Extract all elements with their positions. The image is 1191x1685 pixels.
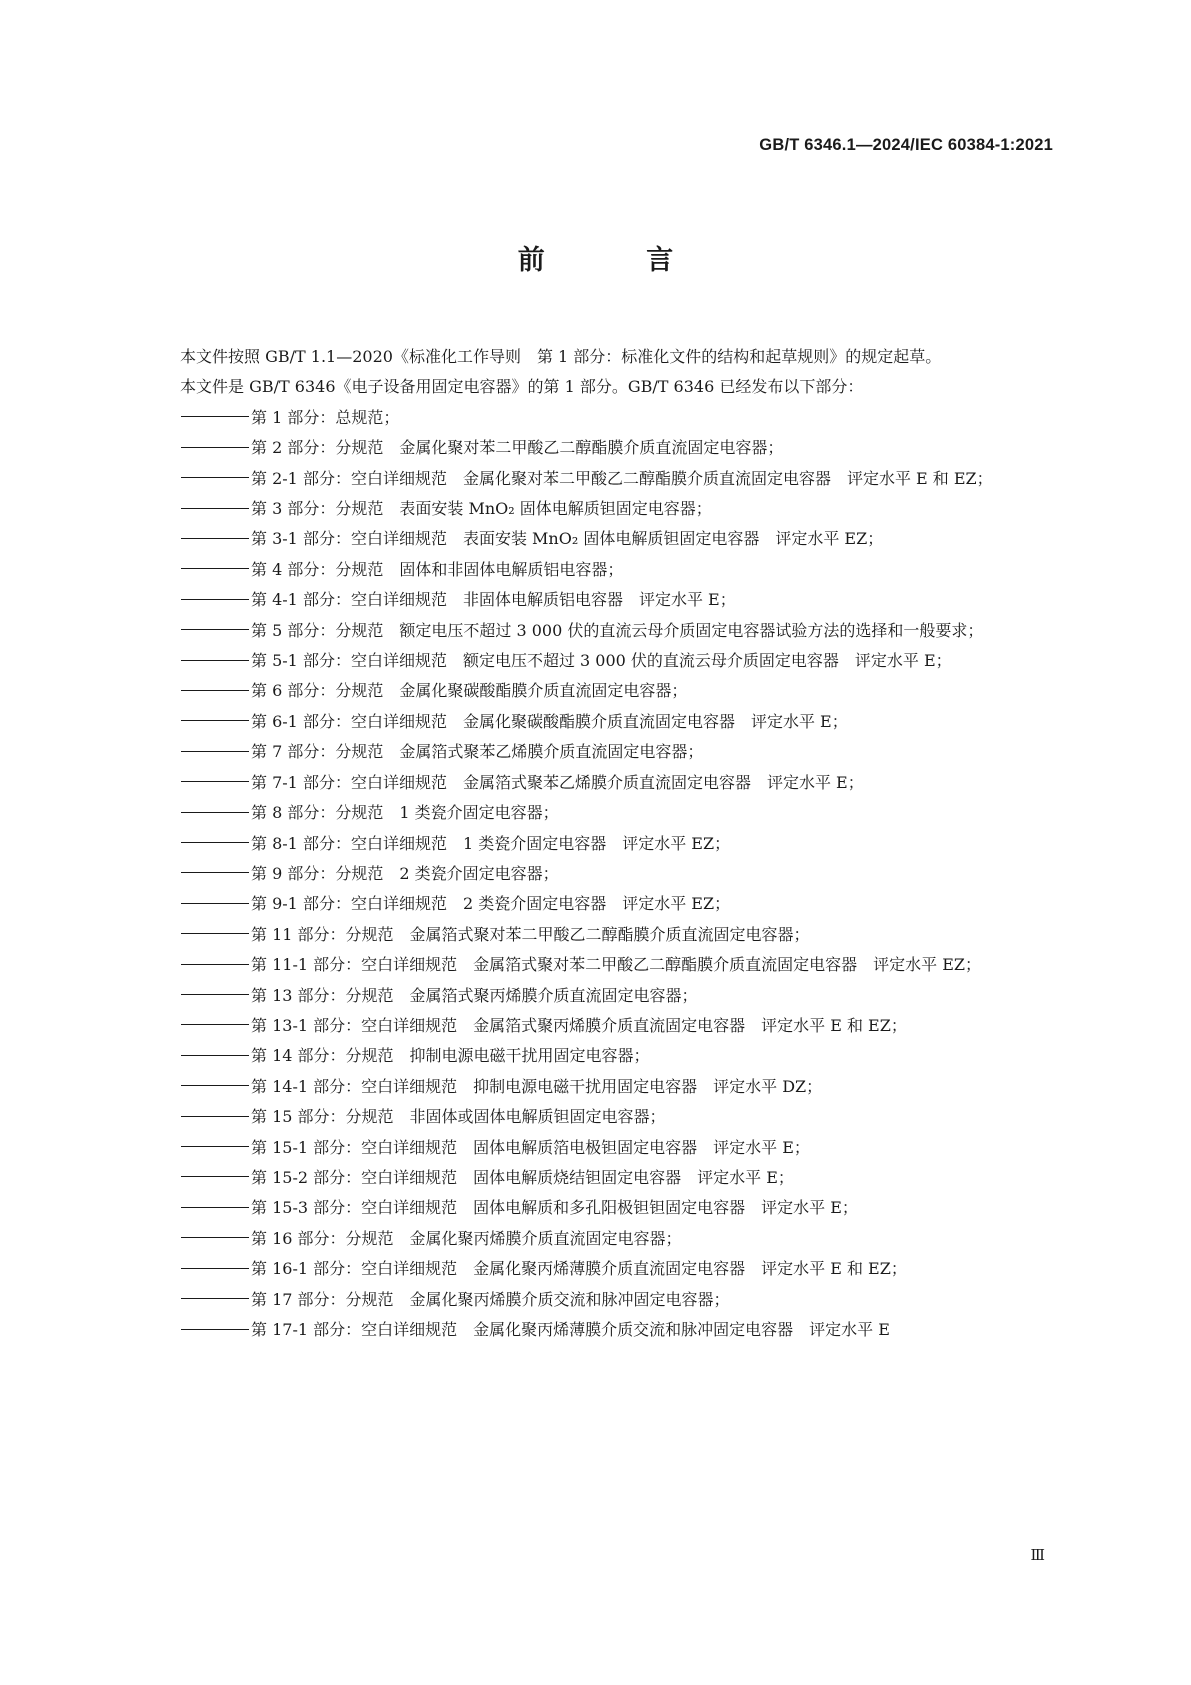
list-item [143,524,1056,554]
em-dash-bullet [181,933,249,935]
list-item [143,798,1056,828]
list-item-text: 第 7-1 部分：空白详细规范 金属箔式聚苯乙烯膜介质直流固定电容器 评定水平 E； [251,772,864,792]
list-item-text: 第 6 部分：分规范 金属化聚碳酸酯膜介质直流固定电容器； [251,681,688,701]
em-dash-bullet [181,1085,249,1087]
list-item-text: 第 4-1 部分：空白详细规范 非固体电解质铝电容器 评定水平 E； [251,590,736,610]
list-item-text: 第 9-1 部分：空白详细规范 2 类瓷介固定电容器 评定水平 EZ； [251,894,731,914]
list-item [143,859,1056,889]
paragraph-drafting-rules: 本文件按照 GB/T 1.1—2020《标准化工作导则 第 1 部分：标准化文件的结构和起草规则》的规定起草。 [180,347,942,366]
list-item [143,1011,1056,1041]
em-dash-bullet [181,994,249,996]
list-item-text: 第 17 部分：分规范 金属化聚丙烯膜介质交流和脉冲固定电容器； [251,1289,730,1309]
list-item-text: 第 3 部分：分规范 表面安装 MnO₂ 固体电解质钽固定电容器； [251,499,712,519]
em-dash-bullet [181,842,249,844]
list-item-text: 第 13 部分：分规范 金属箔式聚丙烯膜介质直流固定电容器； [251,985,698,1005]
em-dash-bullet [181,1176,249,1178]
em-dash-bullet [181,1329,249,1331]
em-dash-bullet [181,751,249,753]
em-dash-bullet [181,690,249,692]
list-item [143,1102,1056,1132]
list-item [143,1041,1056,1071]
em-dash-bullet [181,1055,249,1057]
em-dash-bullet [181,812,249,814]
list-item-text: 第 4 部分：分规范 固体和非固体电解质铝电容器； [251,559,624,579]
list-item-text: 第 15-3 部分：空白详细规范 固体电解质和多孔阳极钽钽固定电容器 评定水平 E； [251,1198,858,1218]
list-item [143,889,1056,919]
em-dash-bullet [181,1024,249,1026]
list-item [143,494,1056,524]
list-item-text: 第 7 部分：分规范 金属箔式聚苯乙烯膜介质直流固定电容器； [251,742,704,762]
list-item [143,1224,1056,1254]
parts-list [143,403,1056,1346]
list-item-text: 第 11 部分：分规范 金属箔式聚对苯二甲酸乙二醇酯膜介质直流固定电容器； [251,924,810,944]
page-title: 前 言 [517,245,720,276]
em-dash-bullet [181,903,249,905]
list-item [143,403,1056,433]
list-item-text: 第 2 部分：分规范 金属化聚对苯二甲酸乙二醇酯膜介质直流固定电容器； [251,438,784,458]
list-item-text: 第 2-1 部分：空白详细规范 金属化聚对苯二甲酸乙二醇酯膜介质直流固定电容器 评定水平 E 和 EZ； [251,468,993,488]
list-item [143,1285,1056,1315]
list-item-text: 第 9 部分：分规范 2 类瓷介固定电容器； [251,863,559,883]
list-item-text: 第 15 部分：分规范 非固体或固体电解质钽固定电容器； [251,1107,666,1127]
list-item [143,768,1056,798]
list-item-text: 第 11-1 部分：空白详细规范 金属箔式聚对苯二甲酸乙二醇酯膜介质直流固定电容器 评定水平 EZ； [251,955,982,975]
em-dash-bullet [181,872,249,874]
em-dash-bullet [181,629,249,631]
em-dash-bullet [181,477,249,479]
list-item-text: 第 1 部分：总规范； [251,407,400,427]
em-dash-bullet [181,599,249,601]
em-dash-bullet [181,1237,249,1239]
list-item-text: 第 17-1 部分：空白详细规范 金属化聚丙烯薄膜介质交流和脉冲固定电容器 评定水平 E [251,1320,890,1339]
list-item [143,920,1056,950]
list-item-text: 第 8-1 部分：空白详细规范 1 类瓷介固定电容器 评定水平 EZ； [251,833,731,853]
list-item [143,464,1056,494]
list-item [143,1254,1056,1284]
list-item [143,433,1056,463]
em-dash-bullet [181,964,249,966]
list-item [143,1315,1056,1345]
list-item-text: 第 15-1 部分：空白详细规范 固体电解质箔电极钽固定电容器 评定水平 E； [251,1137,810,1157]
em-dash-bullet [181,1146,249,1148]
list-item [143,981,1056,1011]
list-item [143,676,1056,706]
list-item [143,1072,1056,1102]
list-item [143,646,1056,676]
list-item [143,616,1056,646]
em-dash-bullet [181,416,249,418]
list-item-text: 第 6-1 部分：空白详细规范 金属化聚碳酸酯膜介质直流固定电容器 评定水平 E； [251,711,848,731]
list-item [143,737,1056,767]
em-dash-bullet [181,508,249,510]
em-dash-bullet [181,660,249,662]
list-item [143,585,1056,615]
em-dash-bullet [181,720,249,722]
list-item-text: 第 14 部分：分规范 抑制电源电磁干扰用固定电容器； [251,1046,650,1066]
page-number: Ⅲ [1030,1546,1045,1564]
list-item-text: 第 14-1 部分：空白详细规范 抑制电源电磁干扰用固定电容器 评定水平 DZ； [251,1076,823,1096]
list-item-text: 第 5-1 部分：空白详细规范 额定电压不超过 3 000 伏的直流云母介质固定电容器 评定水平 E； [251,651,952,671]
list-item-text: 第 16-1 部分：空白详细规范 金属化聚丙烯薄膜介质直流固定电容器 评定水平 E 和 EZ； [251,1259,907,1279]
paragraph-series-intro: 本文件是 GB/T 6346《电子设备用固定电容器》的第 1 部分。GB/T 6346 已经发布以下部分： [180,377,864,397]
foreword-body [143,342,1056,1345]
em-dash-bullet [181,781,249,783]
list-item [143,829,1056,859]
em-dash-bullet [181,447,249,449]
list-item-text: 第 15-2 部分：空白详细规范 固体电解质烧结钽固定电容器 评定水平 E； [251,1167,794,1187]
list-item [143,555,1056,585]
list-item [143,1133,1056,1163]
list-item-text: 第 13-1 部分：空白详细规范 金属箔式聚丙烯膜介质直流固定电容器 评定水平 E 和 EZ； [251,1015,907,1035]
list-item-text: 第 3-1 部分：空白详细规范 表面安装 MnO₂ 固体电解质钽固定电容器 评定水平 EZ； [251,529,884,549]
list-item [143,950,1056,980]
list-item-text: 第 8 部分：分规范 1 类瓷介固定电容器； [251,803,559,823]
list-item [143,1193,1056,1223]
standard-code: GB/T 6346.1—2024/IEC 60384-1:2021 [759,136,1053,154]
em-dash-bullet [181,1268,249,1270]
em-dash-bullet [181,1207,249,1209]
em-dash-bullet [181,538,249,540]
em-dash-bullet [181,568,249,570]
list-item-text: 第 16 部分：分规范 金属化聚丙烯膜介质直流固定电容器； [251,1228,682,1248]
em-dash-bullet [181,1116,249,1118]
list-item [143,1163,1056,1193]
em-dash-bullet [181,1298,249,1300]
list-item [143,707,1056,737]
list-item-text: 第 5 部分：分规范 额定电压不超过 3 000 伏的直流云母介质固定电容器试验方法的选择和一般要求； [251,620,984,640]
